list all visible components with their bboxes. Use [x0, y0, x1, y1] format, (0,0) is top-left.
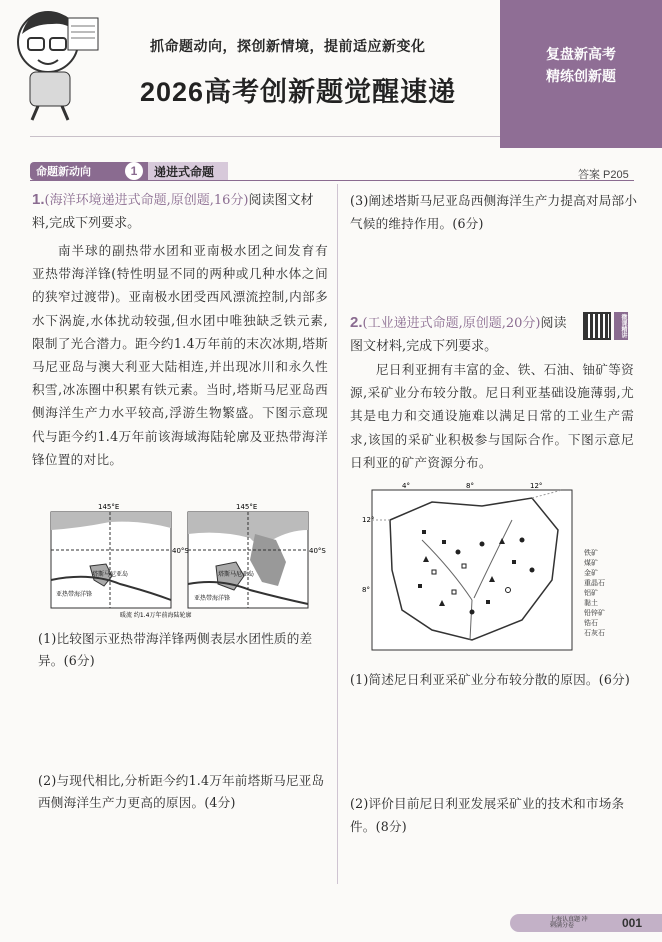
badge-line-1: 复盘新高考	[546, 46, 616, 62]
section-name: 递进式命题	[154, 165, 215, 179]
mascot-illustration	[8, 4, 106, 122]
q2-map-figure	[362, 480, 618, 656]
q2-subquestion-1: (1)简述尼日利亚采矿业分布较分散的原因。(6分)	[350, 672, 630, 687]
legend-limestone: 石灰石	[584, 629, 605, 637]
q1-subquestion-2: (2)与现代相比,分析距今约1.4万年前塔斯马尼亚岛西侧海洋生产力更高的原因。(4分)	[38, 773, 325, 810]
q1-map-lat-a: 40°S	[172, 547, 189, 555]
legend-clay: 黏土	[584, 599, 598, 607]
q1-intro: 阅读图文材料,完成下列要求。	[32, 193, 314, 231]
q2-header	[350, 312, 578, 358]
header-slogan: 抓命题动向，探创新情境，提前适应新变化	[150, 38, 426, 54]
legend-iron: 铁矿	[584, 549, 598, 557]
q1-map-figure	[50, 500, 326, 619]
header-divider	[30, 136, 500, 137]
q1-tag: (海洋环境递进式命题,原创题,16分)	[44, 193, 249, 208]
q1-subquestion-1: (1)比较图示亚热带海洋锋两侧表层水团性质的差异。(6分)	[38, 631, 313, 668]
page-footer	[510, 914, 662, 932]
page-number: 001	[621, 916, 642, 930]
q2-map-lat1: 12°	[362, 516, 375, 524]
answer-reference: 答案 P205	[578, 169, 629, 181]
q1-map-island-a: 塔斯马尼亚岛	[92, 571, 129, 578]
q1-map-front-b: 亚热带海洋锋	[194, 595, 231, 602]
q1-map-front-a: 亚热带海洋锋	[56, 591, 93, 598]
q2-map-lon3: 12°	[530, 482, 543, 490]
section-number: 1	[125, 162, 143, 180]
q1-map-lon-b: 145°E	[236, 503, 258, 511]
footer-small-text: 上海认真题 冲刺满分卷	[550, 917, 588, 929]
page-title: 2026高考创新题觉醒速递	[140, 77, 457, 107]
q2-map-legend	[584, 548, 630, 638]
q1-subquestion-3: (3)阐述塔斯马尼亚岛西侧海洋生产力提高对局部小气候的维持作用。(6分)	[350, 193, 638, 231]
section-bar	[30, 162, 148, 180]
legend-coal: 煤矿	[584, 559, 598, 567]
section-name-bar	[148, 162, 228, 180]
legend-aluminum: 铝矿	[584, 589, 598, 597]
qr-label: 微课精讲	[614, 312, 628, 340]
section-divider	[30, 180, 634, 181]
qr-code[interactable]	[583, 312, 611, 340]
section-label: 命题新动向	[36, 166, 91, 178]
q2-tag: (工业递进式命题,原创题,20分)	[362, 316, 541, 331]
q1-map-lon-a: 145°E	[98, 503, 120, 511]
legend-gold: 金矿	[584, 569, 598, 577]
legend-barite: 重晶石	[584, 579, 605, 587]
q2-map-lat2: 8°	[362, 586, 370, 594]
header-badge	[500, 0, 662, 148]
q1-map-lat-b: 40°S	[309, 547, 326, 555]
q2-material: 尼日利亚拥有丰富的金、铁、石油、铀矿等资源,采矿业分布较分散。尼日利亚基础设施薄弱,尤其是电力和交通设施难以满足日常的工业生产需求,该国的采矿业积极参与国际合作。下图示意尼日利亚的矿产资源分布。	[350, 362, 634, 470]
q2-map-lon2: 8°	[466, 482, 474, 490]
legend-zircon: 锆石	[584, 619, 598, 627]
question-1	[32, 189, 328, 471]
question-2	[350, 312, 578, 358]
q2-subquestion-2: (2)评价目前尼日利亚发展采矿业的技术和市场条件。(8分)	[350, 796, 625, 834]
legend-lead-zinc: 铅锌矿	[584, 609, 605, 617]
q1-material: 南半球的副热带水团和亚南极水团之间发育有亚热带海洋锋(特性明显不同的两种或几种水体之间的狭窄过渡带)。亚南极水团受西风漂流控制,内部多水下涡旋,水体扰动较强,但水团中唯独缺乏铁元素,限制了光合潜力。距今约1.4万年前的末次冰期,塔斯马尼亚岛与澳大利亚大陆相连,并出现冰川和永久性积雪,冰冻圈中积累有铁元素。当时,塔斯马尼亚岛西侧海洋生产力水平较高,浮游生物繁盛。下图示意现代与距今约1.4万年前该海域海陆轮廓及亚热带海洋锋位置的对比。	[32, 243, 328, 467]
q1-map-island-b: 塔斯马尼亚岛	[218, 571, 255, 578]
q1-header	[32, 189, 328, 235]
q1-number: 1.	[32, 191, 45, 208]
q2-map-lon1: 4°	[402, 482, 410, 490]
column-divider	[337, 184, 338, 884]
q2-intro: 阅读图文材料,完成下列要求。	[350, 316, 567, 354]
badge-line-2: 精练创新题	[546, 68, 616, 84]
q1-map-legend: 暖流 约1.4万年前海陆轮廓	[120, 612, 192, 619]
q2-number: 2.	[350, 314, 363, 331]
